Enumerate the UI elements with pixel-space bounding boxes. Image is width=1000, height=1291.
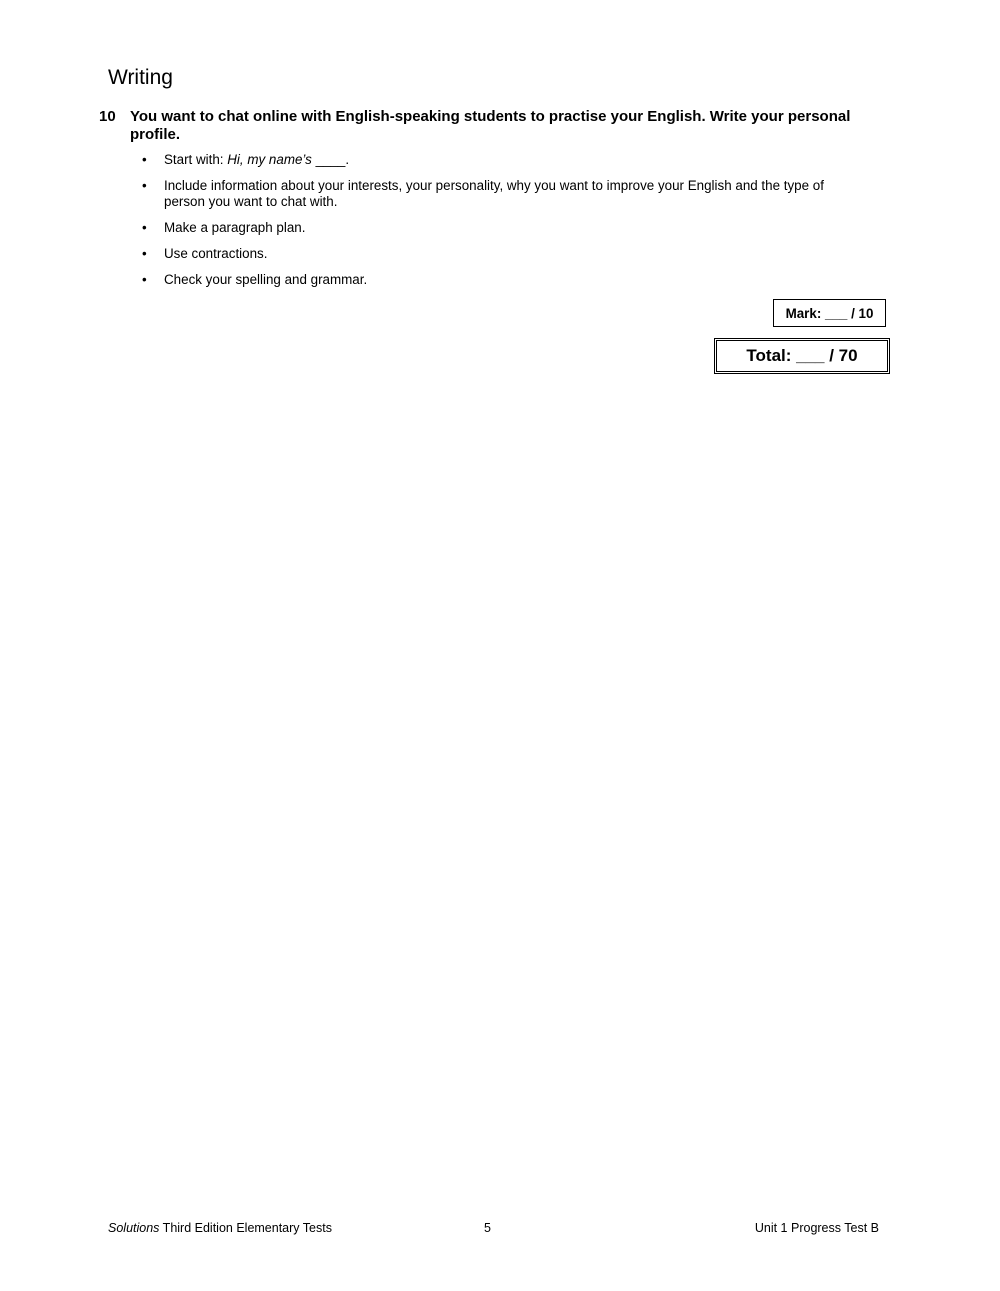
bullet-icon: • <box>142 220 147 235</box>
instruction-text: Check your spelling and grammar. <box>164 272 368 287</box>
question-number: 10 <box>99 108 116 125</box>
footer-book-title-italic: Solutions <box>108 1221 160 1235</box>
page-number: 5 <box>484 1221 491 1235</box>
instruction-blank: ____. <box>311 152 350 167</box>
instruction-item <box>140 272 860 288</box>
question-10 <box>99 108 889 144</box>
instruction-item <box>140 152 860 168</box>
instruction-item <box>140 246 860 262</box>
instruction-list <box>140 152 860 298</box>
footer-book-title <box>108 1220 332 1236</box>
total-box: Total: ___ / 70 <box>714 338 890 374</box>
instruction-italic: Hi, my name’s <box>227 152 312 167</box>
question-text: You want to chat online with English-speaking students to practise your English. Write your personal profile. <box>130 108 851 143</box>
footer-test-name: Unit 1 Progress Test B <box>754 1221 879 1235</box>
instruction-item <box>140 220 860 236</box>
bullet-icon: • <box>142 246 147 261</box>
instruction-text: Start with: <box>164 152 228 167</box>
section-title: Writing <box>108 66 173 89</box>
instruction-item <box>140 178 860 210</box>
instruction-text: Use contractions. <box>164 246 268 261</box>
bullet-icon: • <box>142 272 147 287</box>
bullet-icon: • <box>142 178 147 193</box>
instruction-text: Include information about your interests, your personality, why you want to improve your English and the type of person you want to chat with. <box>164 178 824 209</box>
mark-box: Mark: ___ / 10 <box>773 299 886 327</box>
bullet-icon: • <box>142 152 147 167</box>
instruction-text: Make a paragraph plan. <box>164 220 306 235</box>
footer-book-title-rest: Third Edition Elementary Tests <box>159 1221 332 1235</box>
